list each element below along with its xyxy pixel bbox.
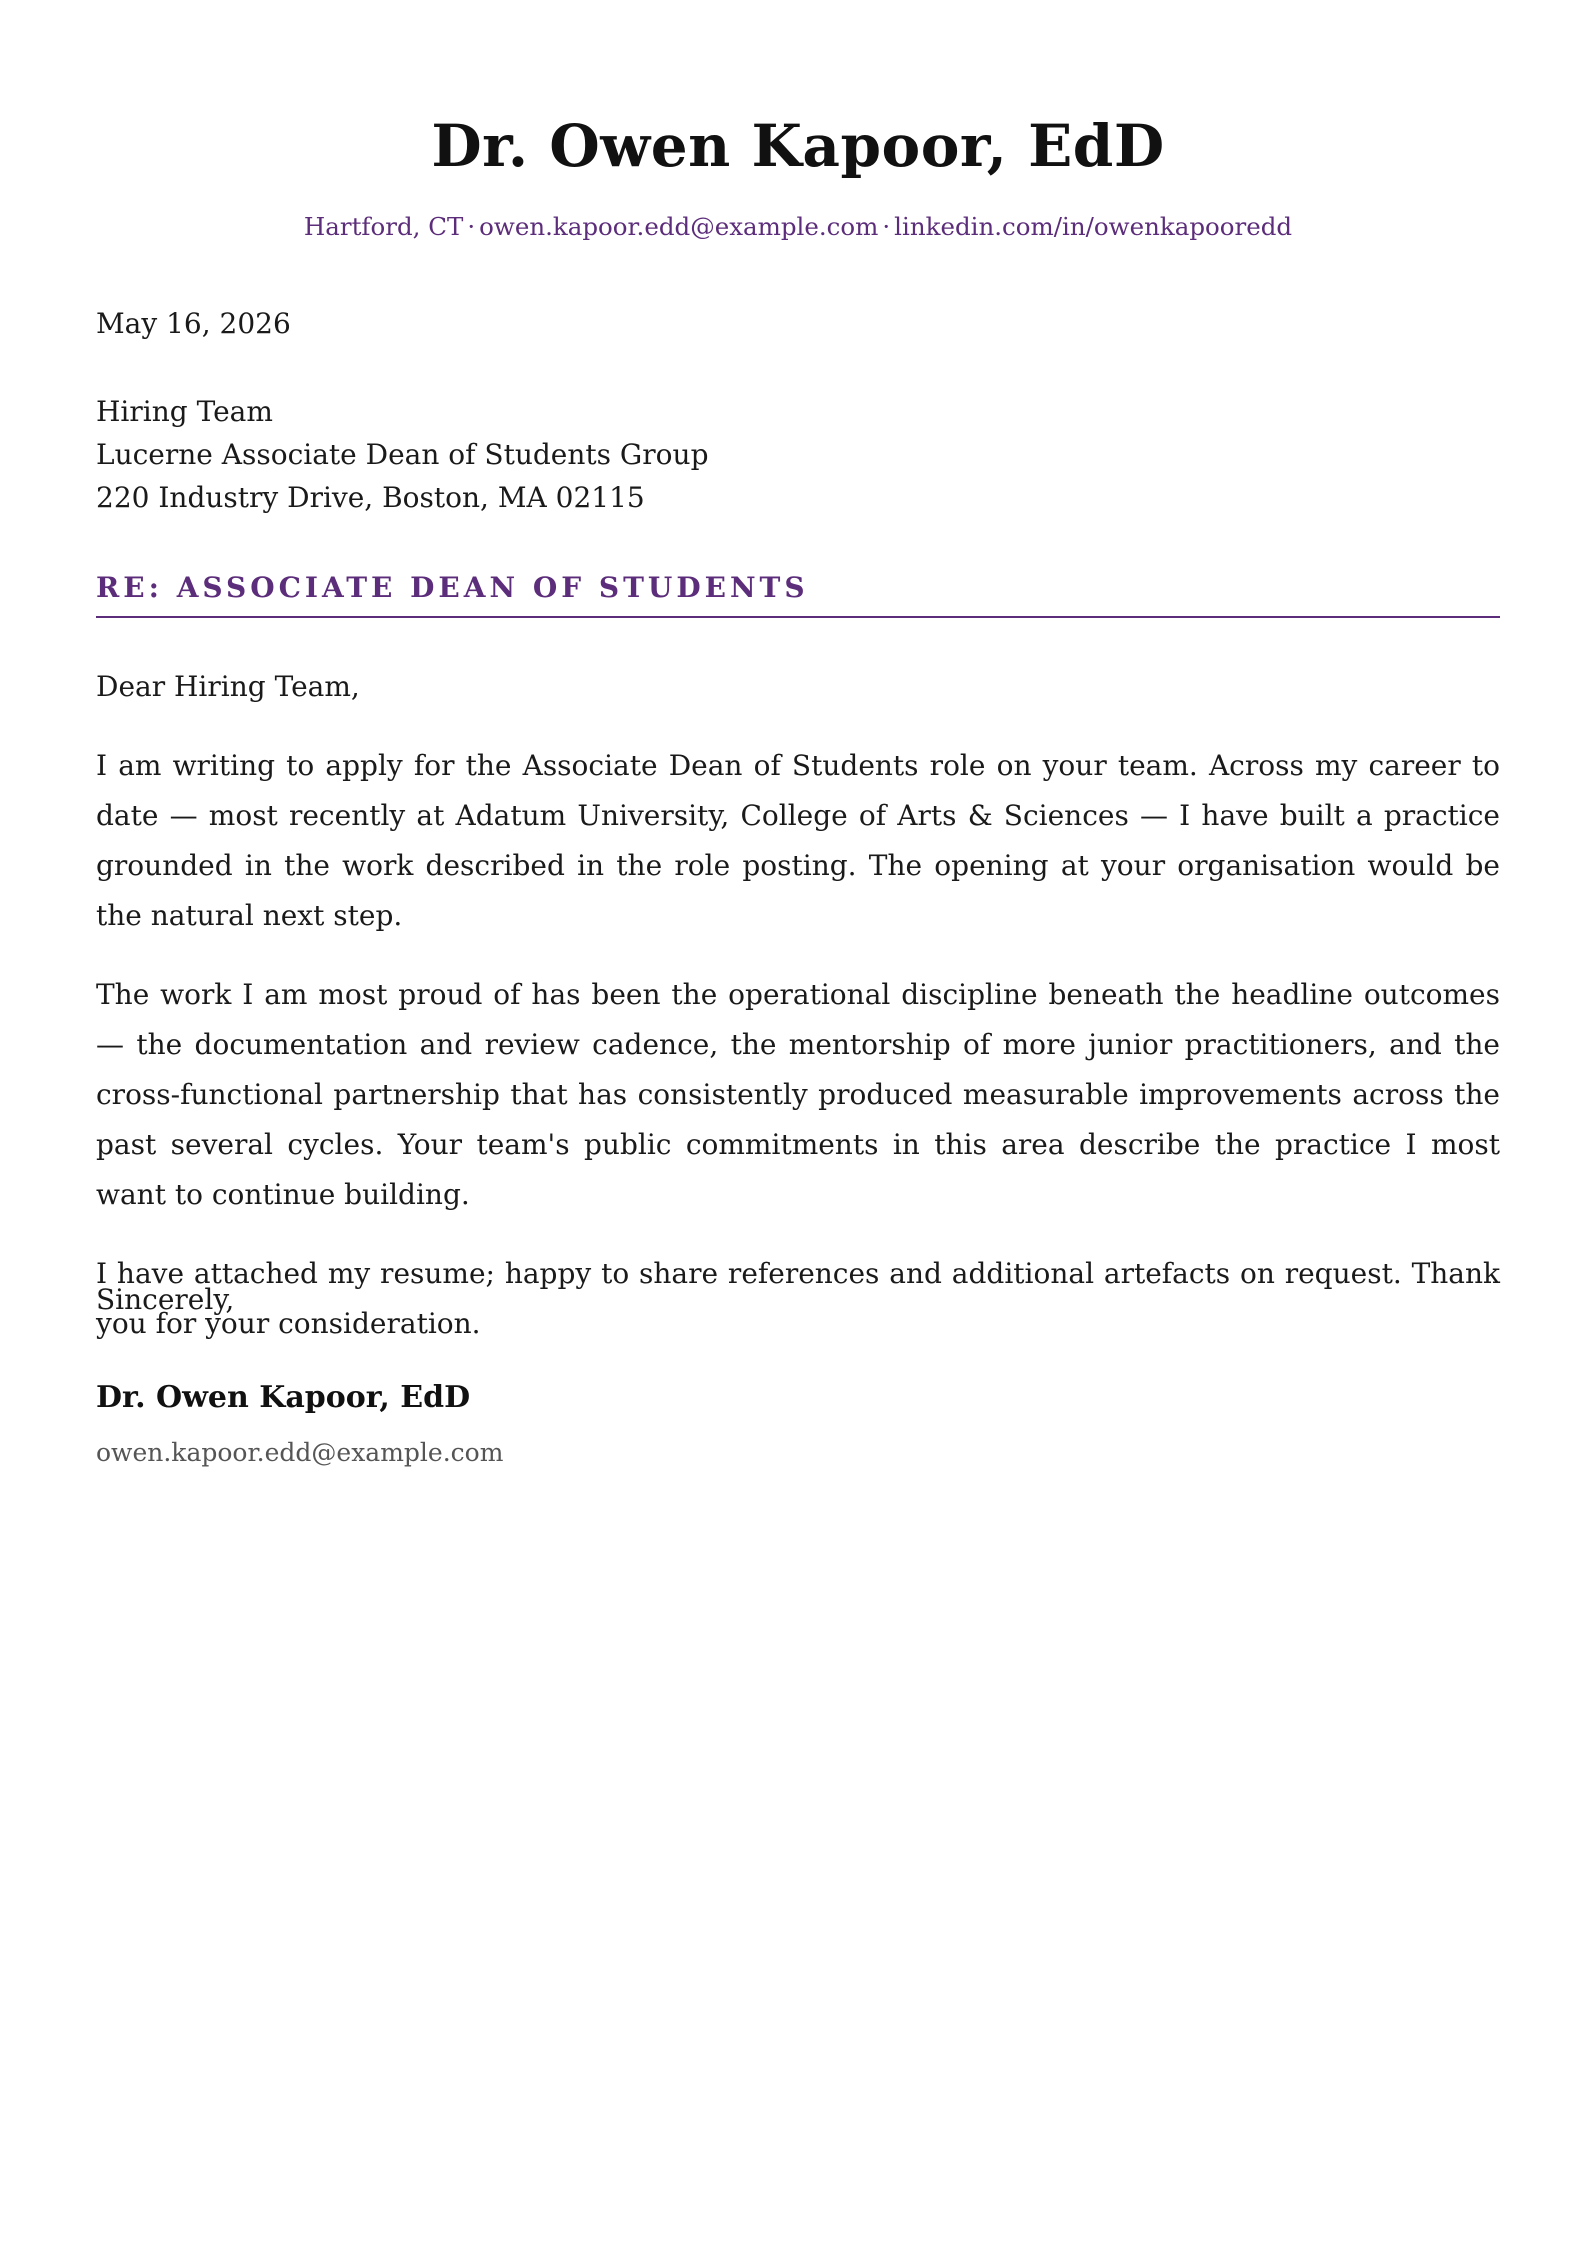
letter-body — [96, 662, 1500, 1378]
closing: Sincerely, — [96, 1283, 235, 1316]
subject-heading: RE: ASSOCIATE DEAN OF STUDENTS — [96, 570, 1500, 618]
body-paragraph: I am writing to apply for the Associate Dean of Students role on your team. Across my career to date — most recently at Adatum University, College of Arts & Sciences — I have built a practice grounded in the work described in the role posting. The opening at your organisation would be the natural next step. — [96, 749, 1500, 932]
body-paragraph: I have attached my resume; happy to share references and additional artefacts on request. Thank you for your consideration. — [96, 1257, 1500, 1340]
salutation: Dear Hiring Team, — [96, 670, 360, 703]
signature-name: Dr. Owen Kapoor, EdD — [96, 1380, 471, 1415]
recipient-block — [96, 390, 709, 519]
signature-email[interactable]: owen.kapoor.edd@example.com — [96, 1438, 504, 1467]
contact-linkedin-link[interactable]: linkedin.com/in/owenkapooredd — [894, 212, 1293, 241]
contact-line — [96, 210, 1500, 244]
contact-separator: · — [467, 212, 476, 241]
letter-date: May 16, 2026 — [96, 307, 291, 340]
recipient-line: 220 Industry Drive, Boston, MA 02115 — [96, 481, 645, 514]
body-paragraph: The work I am most proud of has been the operational discipline beneath the headline outcomes — the documentation and review cadence, the mentorship of more junior practitioners, and the cross-functional partnership that has consistently produced measurable improvements across the past several cycles. Your team's public commitments in this area describe the practice I most want to continue building. — [96, 978, 1500, 1211]
applicant-name: Dr. Owen Kapoor, EdD — [431, 112, 1165, 180]
contact-location: Hartford, CT — [303, 212, 464, 241]
recipient-line: Hiring Team — [96, 395, 273, 428]
recipient-line: Lucerne Associate Dean of Students Group — [96, 438, 709, 471]
contact-separator: · — [882, 212, 891, 241]
contact-email-link[interactable]: owen.kapoor.edd@example.com — [479, 212, 879, 241]
